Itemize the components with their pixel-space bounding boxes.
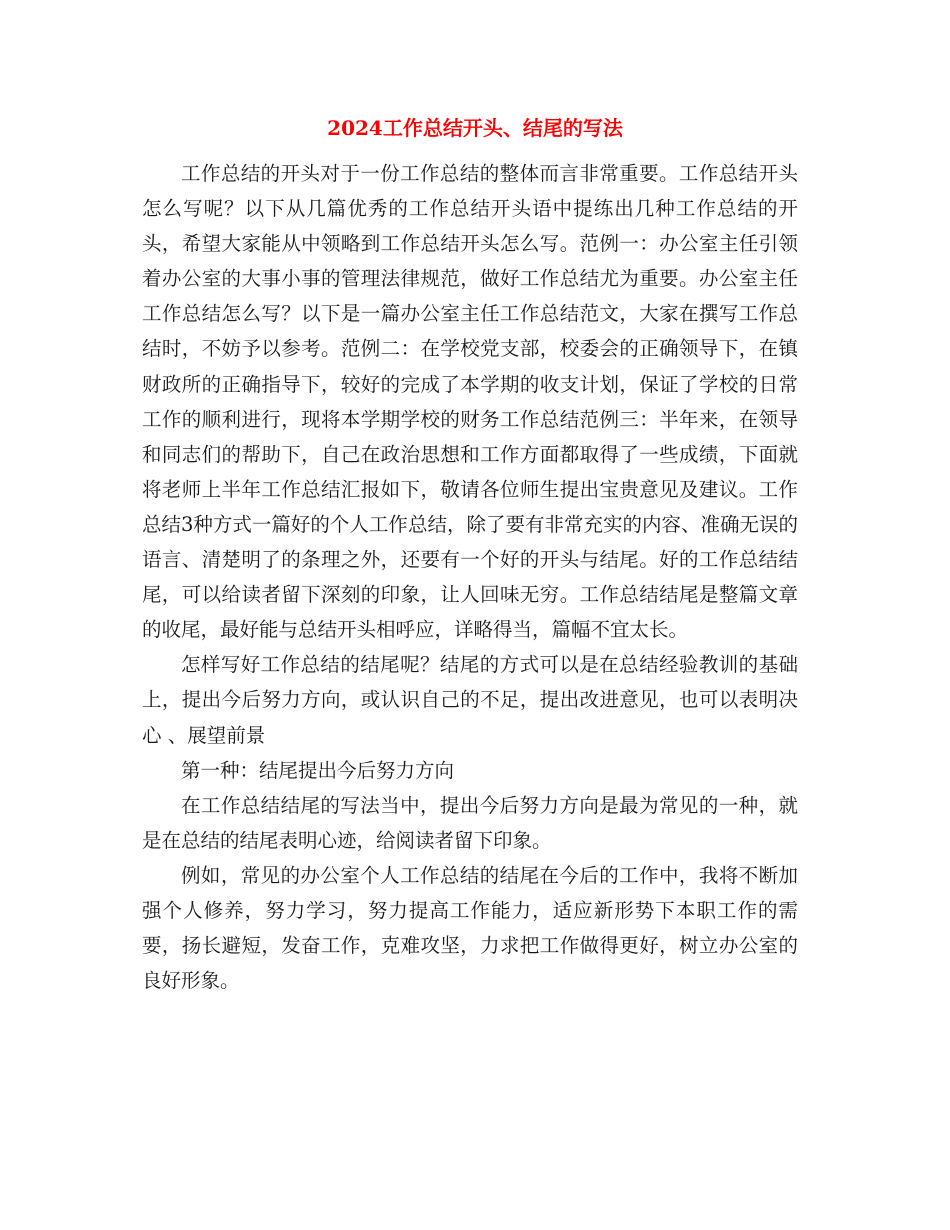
paragraph-example: 例如，常见的办公室个人工作总结的结尾在今后的工作中，我将不断加强个人修养，努力学习，努力提高工作能力，适应新形势下本职工作的需要，扬长避短，发奋工作，克难攻坚，力求把工作做得更好，树立办公室的良好形象。	[142, 863, 798, 993]
document-title: 2024工作总结开头、结尾的写法	[327, 116, 623, 140]
paragraph-heading-type-one: 第一种：结尾提出今后努力方向	[181, 758, 455, 782]
paragraph-intro: 工作总结的开头对于一份工作总结的整体而言非常重要。工作总结开头怎么写呢？以下从几篇优秀的工作总结开头语中提练出几种工作总结的开头，希望大家能从中领略到工作总结开头怎么写。范例一：办公室主任引领着办公室的大事小事的管理法律规范，做好工作总结尤为重要。办公室主任工作总结怎么写？以下是一篇办公室主任工作总结范文，大家在撰写工作总结时，不妨予以参考。范例二：在学校党支部，校委会的正确领导下，在镇财政所的正确指导下，较好的完成了本学期的收支计划，保证了学校的日常工作的顺利进行，现将本学期学校的财务工作总结范例三：半年来，在领导和同志们的帮助下，自己在政治思想和工作方面都取得了一些成绩，下面就将老师上半年工作总结汇报如下，敬请各位师生提出宝贵意见及建议。工作总结3种方式一篇好的个人工作总结，除了要有非常充实的内容、准确无误的语言、清楚明了的条理之外，还要有一个好的开头与结尾。好的工作总结结尾，可以给读者留下深刻的印象，让人回味无穷。工作总结结尾是整篇文章的收尾，最好能与总结开头相呼应，详略得当，篇幅不宜太长。	[142, 162, 798, 642]
paragraph-type-one-description: 在工作总结结尾的写法当中，提出今后努力方向是最为常见的一种，就是在总结的结尾表明心迹，给阅读者留下印象。	[142, 793, 798, 852]
paragraph-ending-methods: 怎样写好工作总结的结尾呢？结尾的方式可以是在总结经验教训的基础上，提出今后努力方向，或认识自己的不足，提出改进意见，也可以表明决心 、展望前景	[142, 653, 798, 747]
document-body	[142, 156, 798, 998]
